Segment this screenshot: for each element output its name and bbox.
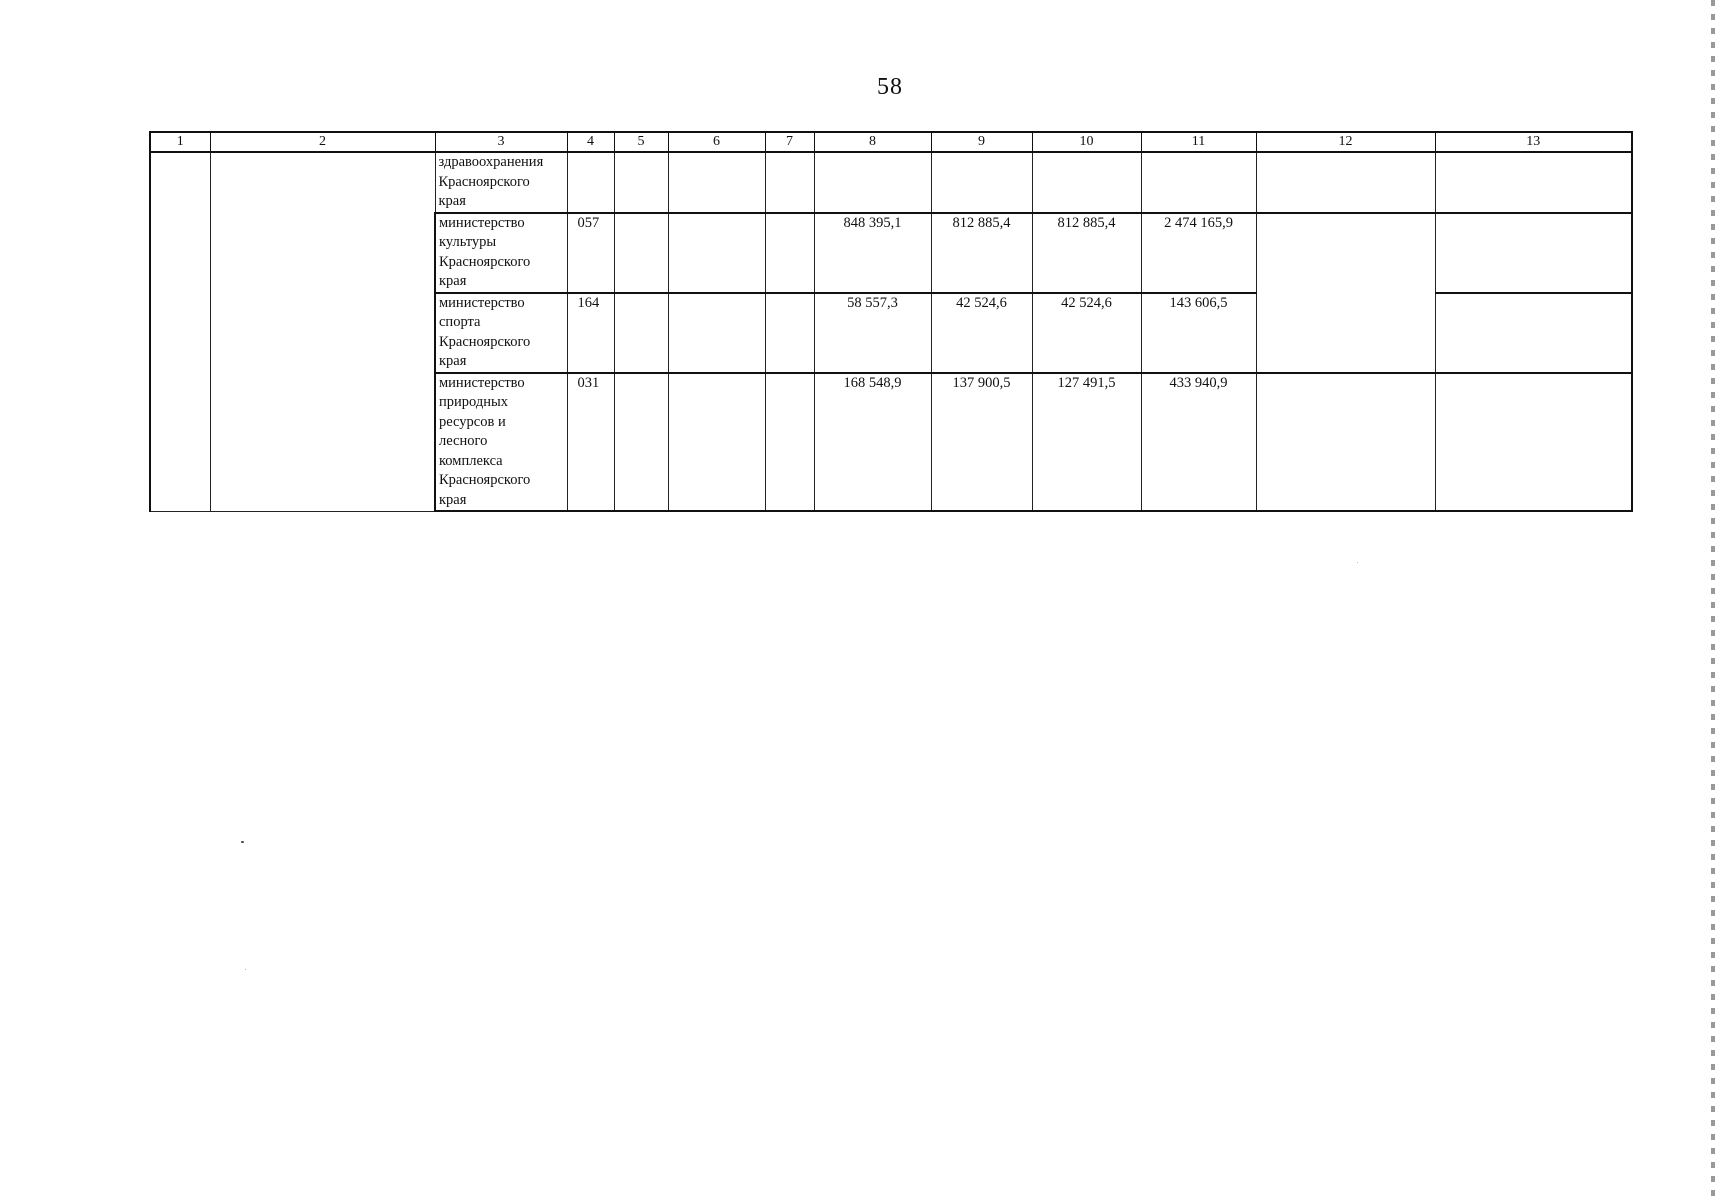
cell-col6 xyxy=(668,293,765,373)
column-header: 3 xyxy=(435,132,567,152)
cell-col13 xyxy=(1435,373,1632,512)
value-col11 xyxy=(1141,152,1256,213)
cell-col5 xyxy=(614,373,668,512)
cell-col5 xyxy=(614,293,668,373)
cell-col12 xyxy=(1256,213,1435,373)
value-col9 xyxy=(931,152,1032,213)
cell-col7 xyxy=(765,373,814,512)
cell-col7 xyxy=(765,293,814,373)
cell-col13 xyxy=(1435,293,1632,373)
column-header: 8 xyxy=(814,132,931,152)
ministry-name: министерство природных ресурсов и лесного комплекса Красноярского края xyxy=(435,373,567,512)
value-col10: 127 491,5 xyxy=(1032,373,1141,512)
column-header: 13 xyxy=(1435,132,1632,152)
cell-col7 xyxy=(765,152,814,213)
scan-edge-artifact xyxy=(1711,0,1715,1200)
value-col9: 42 524,6 xyxy=(931,293,1032,373)
column-header: 1 xyxy=(150,132,210,152)
cell-col6 xyxy=(668,373,765,512)
cell-col12 xyxy=(1256,373,1435,512)
page-number: 58 xyxy=(877,74,903,100)
cell-col13 xyxy=(1435,152,1632,213)
ministry-code: 057 xyxy=(567,213,614,293)
column-header: 10 xyxy=(1032,132,1141,152)
ministry-code: 031 xyxy=(567,373,614,512)
column-header: 9 xyxy=(931,132,1032,152)
ministry-code: 164 xyxy=(567,293,614,373)
cell-col5 xyxy=(614,213,668,293)
column-header: 6 xyxy=(668,132,765,152)
budget-table xyxy=(149,131,1633,512)
cell-col6 xyxy=(668,213,765,293)
cell-col5 xyxy=(614,152,668,213)
table-header-row xyxy=(150,132,1632,152)
column-header: 4 xyxy=(567,132,614,152)
value-col10: 812 885,4 xyxy=(1032,213,1141,293)
cell-col2 xyxy=(210,152,435,511)
column-header: 5 xyxy=(614,132,668,152)
cell-col12 xyxy=(1256,152,1435,213)
value-col8 xyxy=(814,152,931,213)
scan-speck xyxy=(241,841,244,843)
cell-col1 xyxy=(150,152,210,511)
scan-speck xyxy=(245,969,246,970)
cell-col7 xyxy=(765,213,814,293)
ministry-name: министерство спорта Красноярского края xyxy=(435,293,567,373)
value-col11: 433 940,9 xyxy=(1141,373,1256,512)
value-col11: 143 606,5 xyxy=(1141,293,1256,373)
column-header: 7 xyxy=(765,132,814,152)
value-col8: 168 548,9 xyxy=(814,373,931,512)
column-header: 11 xyxy=(1141,132,1256,152)
ministry-name: здравоохранения Красноярского края xyxy=(435,152,567,213)
cell-col6 xyxy=(668,152,765,213)
value-col10 xyxy=(1032,152,1141,213)
scan-speck xyxy=(1357,562,1358,563)
column-header: 12 xyxy=(1256,132,1435,152)
value-col11: 2 474 165,9 xyxy=(1141,213,1256,293)
value-col9: 812 885,4 xyxy=(931,213,1032,293)
ministry-name: министерство культуры Красноярского края xyxy=(435,213,567,293)
column-header: 2 xyxy=(210,132,435,152)
value-col8: 58 557,3 xyxy=(814,293,931,373)
ministry-code xyxy=(567,152,614,213)
table-row xyxy=(150,152,1632,213)
value-col8: 848 395,1 xyxy=(814,213,931,293)
value-col9: 137 900,5 xyxy=(931,373,1032,512)
value-col10: 42 524,6 xyxy=(1032,293,1141,373)
cell-col13 xyxy=(1435,213,1632,293)
